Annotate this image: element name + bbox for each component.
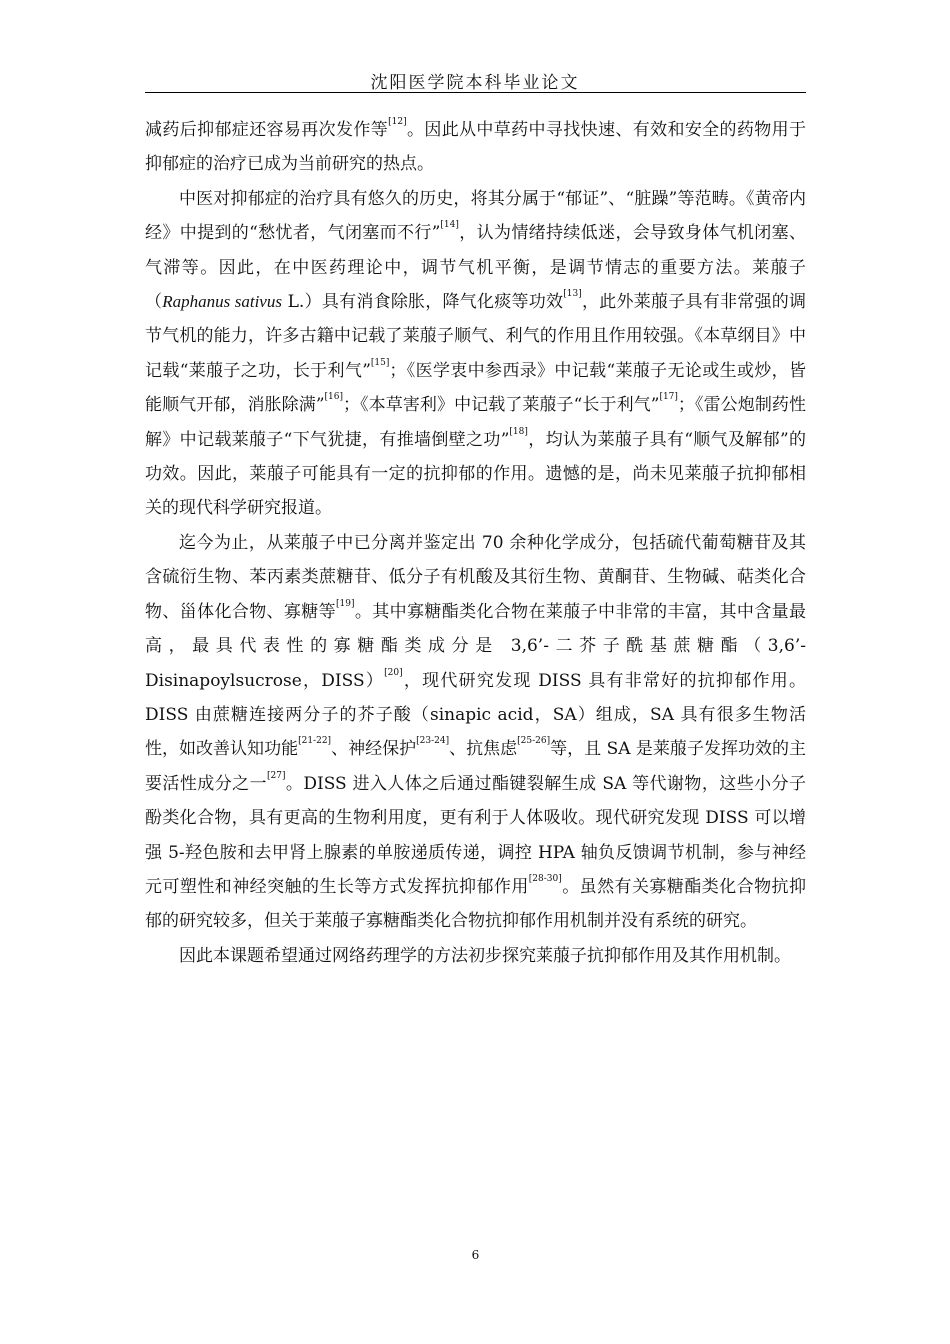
text-run: ，现代研究发现 DISS 具有非常好的抗抑郁作用。DISS 由蔗糖连接两分子的芥子酸（sinapic acid，SA）组成，SA 具有很多生物活性，如改善认知功能: [145, 670, 806, 760]
text-run: ；《本草害利》中记载了莱菔子“长于利气”: [343, 395, 660, 416]
citation-ref: [19]: [336, 598, 355, 609]
text-run: 。虽然有关寡糖酯类化合物抗抑郁的研究较多，但关于莱菔子寡糖酯类化合物抗抑郁作用机制并没有系统的研究。: [145, 876, 806, 932]
citation-ref: [25-26]: [517, 736, 551, 747]
paragraph: [145, 182, 806, 526]
text-run: 。因此从中草药中寻找快速、有效和安全的药物用于抑郁症的治疗已成为当前研究的热点。: [145, 120, 807, 175]
body-text: [145, 113, 806, 973]
citation-ref: [18]: [509, 426, 528, 437]
text-run: ，此外莱菔子具有非常强的调节气机的能力，许多古籍中记载了莱菔子顺气、利气的作用且作用较强。《本草纲目》中记载“莱菔子之功，长于利气”: [145, 292, 806, 381]
citation-ref: [21-22]: [298, 736, 332, 747]
text-run: ，均认为莱菔子具有“顺气及解郁”的功效。因此，莱菔子可能具有一定的抗抑郁的作用。遗憾的是，尚未见莱菔子抗抑郁相关的现代科学研究报道。: [145, 429, 806, 519]
text-run: 、抗焦虑: [449, 739, 518, 760]
text-run: 、神经保护: [331, 739, 417, 760]
text-run: ；《雷公炮制药性解》中记载莱菔子“下气犹捷，有推墙倒壁之功”: [145, 395, 806, 450]
latin-name: Raphanus sativus: [162, 292, 282, 312]
text-run: 。其中寡糖酯类化合物在莱菔子中非常的丰富，其中含量最高，最具代表性的寡糖酯类成分是 3,6’-二芥子酰基蔗糖酯（3,6’-Disinapoylsucrose，DISS）: [145, 601, 807, 691]
citation-ref: [13]: [563, 289, 582, 300]
citation-ref: [15]: [370, 357, 390, 368]
citation-ref: [20]: [384, 667, 403, 678]
page-number: 6: [471, 1248, 480, 1262]
text-run: 等，且 SA 是莱菔子发挥功效的主要活性成分之一: [145, 739, 807, 794]
text-run: ；《医学衷中参西录》中记载“莱菔子无论或生或炒，皆能顺气开郁，消胀除满”: [145, 360, 806, 416]
paragraph: [145, 526, 806, 939]
running-header: 沈阳医学院本科毕业论文: [370, 73, 580, 93]
header-rule: [145, 92, 806, 93]
citation-ref: [28-30]: [528, 873, 562, 884]
text-run: 。DISS 进入人体之后通过酯键裂解生成 SA 等代谢物，这些小分子酚类化合物，具有更高的生物利用度，更有利于人体吸收。现代研究发现 DISS 可以增强 5-羟色胺和去甲肾上腺素的单胺递质传递，调控 HPA 轴负反馈调节机制，参与神经元可塑性和神经突触的生长等方式发挥抗抑郁作用: [145, 773, 806, 897]
text-run: 减药后抑郁症还容易再次发作等: [145, 120, 389, 140]
text-run: 因此本课题希望通过网络药理学的方法初步探究莱菔子抗抑郁作用及其作用机制。: [179, 945, 791, 966]
text-run: 迄今为止，从莱菔子中已分离并鉴定出 70 余种化学成分，包括硫代葡萄糖苷及其含硫衍生物、苯丙素类蔗糖苷、低分子有机酸及其衍生物、黄酮苷、生物碱、萜类化合物、甾体化合物、寡糖等: [145, 532, 806, 622]
citation-ref: [17]: [659, 392, 678, 403]
text-run: 中医对抑郁症的治疗具有悠久的历史，将其分属于“郁证”、“脏躁”等范畴。《黄帝内经》中提到的“愁忧者，气闭塞而不行”: [145, 188, 806, 244]
citation-ref: [23-24]: [416, 736, 450, 747]
citation-ref: [12]: [388, 117, 407, 127]
citation-ref: [27]: [267, 770, 286, 781]
paragraph: [145, 939, 806, 973]
paragraph: [145, 113, 806, 182]
citation-ref: [14]: [440, 220, 459, 231]
text-run: L.）具有消食除胀，降气化痰等功效: [281, 292, 564, 313]
citation-ref: [16]: [324, 392, 343, 403]
text-run: ，认为情绪持续低迷，会导致身体气机闭塞、气滞等。因此，在中医药理论中，调节气机平衡，是调节情志的重要方法。莱菔子（: [145, 223, 807, 313]
